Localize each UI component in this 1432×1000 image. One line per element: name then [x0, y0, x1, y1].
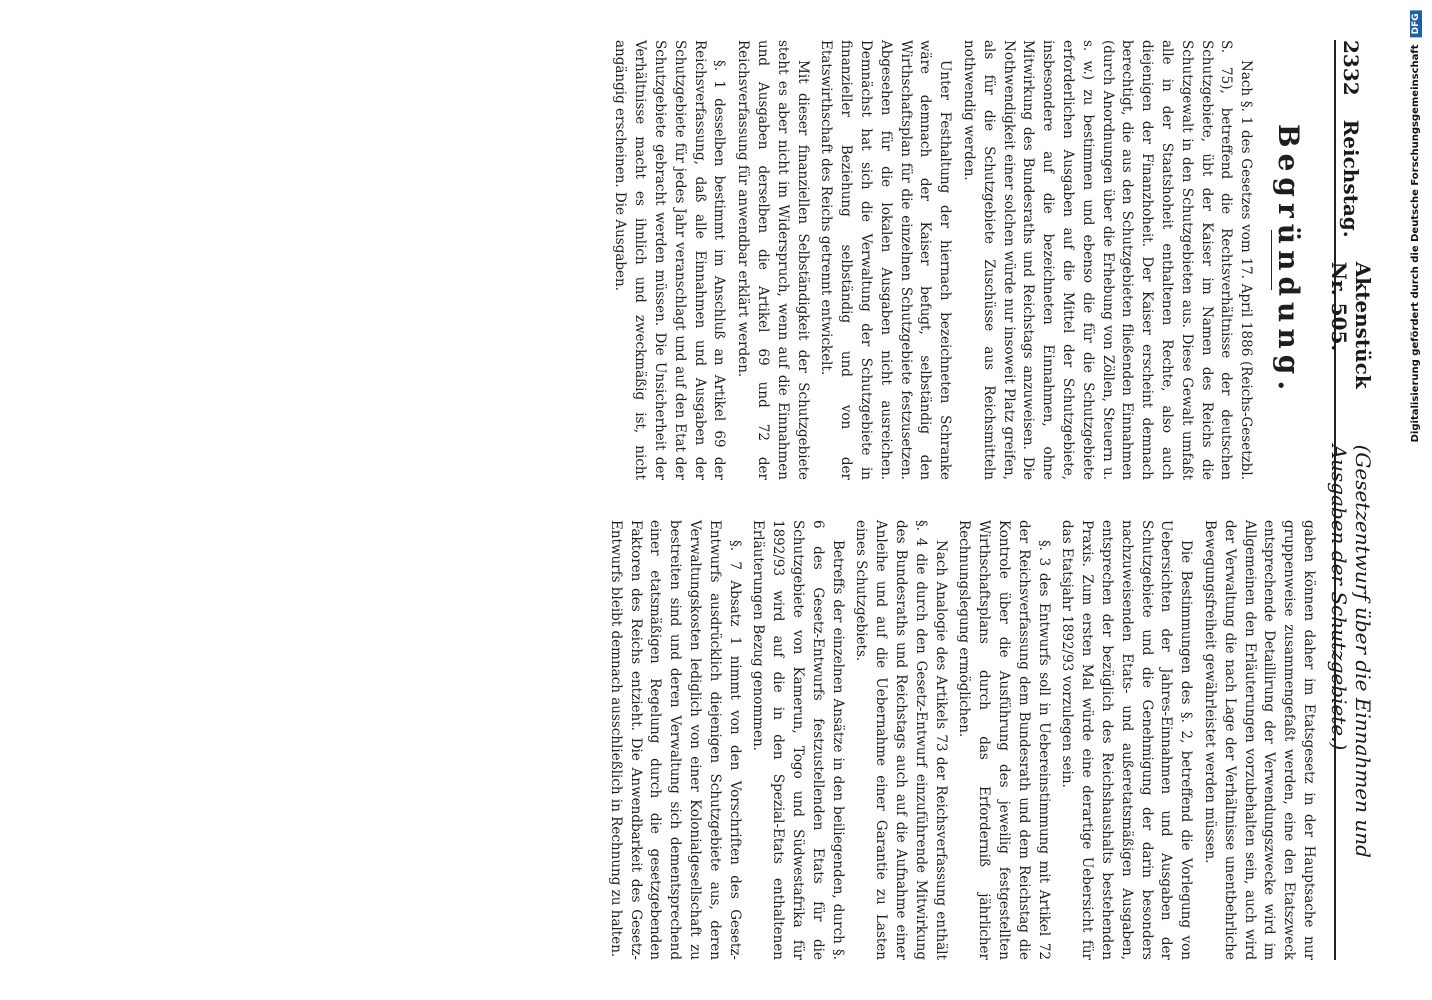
paragraph: §. 7 Absatz 1 nimmt von den Vorschriften des Gesetz-Entwurfs ausdrücklich diejenigen Schutzgebiete aus, deren Verwaltungskosten lediglich von einer Kolonialgesellschaft zu bestreiten sind und deren Verwaltung sich dementsprechend einer etatsmäßigen Regelung durch die gesetzgebenden Faktoren des Reichs entzieht. Die Anwendbarkeit des Gesetz-Entwurfs bleibt demnach ausschließlich in Rechnung zu halten. — [607, 520, 743, 960]
left-column — [606, 40, 1318, 480]
page-number: 2332 — [1339, 40, 1363, 96]
document-page — [16, 0, 1396, 1000]
dfg-logo: DFG — [1410, 10, 1422, 37]
paragraph: Mit dieser finanziellen Selbständigkeit der Schutzgebiete steht es aber nicht im Widerspruch, wenn auf die Einnahmen und Ausgaben derselben die Artikel 69 und 72 der Reichsverfassung für anwendbar erklärt werden. — [735, 40, 811, 480]
paragraph: §. 3 des Entwurfs soll in Uebereinstimmung mit Artikel 72 der Reichsverfassung dem Bundesrath und dem Reichstag die Kontrole über die Ausführung des jeweilig festgestellten Wirthschaftsplans durch das Erforderniß jährlicher Rechnungslegung ermöglichen. — [956, 520, 1052, 960]
page-header — [1327, 40, 1375, 960]
dfg-notice-text: Digitalisierung gefördert durch die Deutsche Forschungsgemeinschaft — [1410, 44, 1421, 443]
paragraph: Nach Analogie des Artikels 73 der Reichsverfassung enthält §. 4 die durch den Gesetz-Entwurf einzuführende Mitwirkung des Bundesraths und Reichstags auch auf die Aufnahme einer Anleihe und auf die Uebernahme einer Garantie zu Lasten eines Schutzgebiets. — [853, 520, 949, 960]
paragraph: Unter Festhaltung der hiernach bezeichneten Schranke wäre demnach der Kaiser befugt, selbständig den Wirthschaftsplan für die einzelnen Schutzgebiete festzusetzen. Abgesehen für die lokalen Ausgaben nicht ausreichen. Demnächst hat sich die Verwaltung der Schutzgebiete in finanzieller Beziehung selbständig und von der Etatswirthschaft des Reichs getrennt entwickelt. — [818, 40, 954, 480]
dfg-notice — [1402, 10, 1430, 1000]
paragraph: Die Bestimmungen des §. 2, betreffend die Vorlegung von Uebersichten der Jahres-Einnahmen und Ausgaben der Schutzgebiete und die Genehmigung der darin besonders nachzuweisenden Etats- und außeretatsmäßigen Ausgaben, entsprechen der bezüglich des Reichshaushalts bestehenden Praxis. Zum ersten Mal würde eine derartige Uebersicht für das Etatsjahr 1892/93 vorzulegen sein. — [1059, 520, 1195, 960]
publisher: Reichstag. — [1339, 119, 1363, 238]
paragraph: gaben können daher im Etatsgesetz in der Hauptsache nur gruppenweise zusammengefaßt werden, eine den Etatszweck entsprechende Detaillirung der Verwendungszwecke wird im Allgemeinen den Erläuterungen vorzubehalten sein, auch wird der Verwaltung die nach Lage der Verhältnisse unentbehrliche Bewegungsfreiheit gewährleistet werden müssen. — [1202, 520, 1317, 960]
paragraph: Nach §. 1 des Gesetzes vom 17. April 1886 (Reichs-Gesetzbl. S. 75), betreffend die Rechtsverhältnisse der deutschen Schutzgebiete, übt der Kaiser im Namen des Reichs die Schutzgewalt in den Schutzgebieten aus. Diese Gewalt umfaßt alle in der Staatshoheit enthaltenen Rechte, also auch diejenigen der Finanzhoheit. Der Kaiser erscheint demnach berechtigt, die aus den Schutzgebieten fließenden Einnahmen (durch Anordnungen über die Erhebung von Zöllen, Steuern u. s. w.) zu bestimmen und ebenso die für die Schutzgebiete erforderlichen Ausgaben auf die Mittel der Schutzgebiete, insbesondere auf die bezeichneten Einnahmen, ohne Mitwirkung des Bundesraths und Reichstags anzuweisen. Die Nothwendigkeit einer solchen würde nur insoweit Platz greifen, als für die Schutzgebiete Zuschüsse aus Reichsmitteln nothwendig werden. — [961, 40, 1255, 480]
document-number: Aktenstück Nr. 505. — [1327, 261, 1375, 389]
paragraph: §. 1 desselben bestimmt im Anschluß an Artikel 69 der Reichsverfassung, daß alle Einnahmen und Ausgaben der Schutzgebiete für jedes Jahr veranschlagt und auf den Etat der Schutzgebiete gebracht werden müssen. Die Unsicherheit der Verhältnisse macht es ihnlich und zweckmäßig ist, nicht angängig erscheinen. Die Ausgaben. — [612, 40, 728, 480]
right-column — [601, 520, 1318, 960]
paragraph: Betreffs der einzelnen Ansätze in den beiliegenden, durch §. 6 des Gesetz-Entwurfs festzustellenden Etats für die Schutzgebiete von Kamerun, Togo und Südwestafrika für 1892/93 wird auf die in den Spezial-Etats enthaltenen Erläuterungen Bezug genommen. — [750, 520, 846, 960]
dfg-text-wrap — [1410, 10, 1422, 442]
section-heading: Begründung. — [1272, 123, 1305, 397]
document-title: (Gesetzentwurf über die Einnahmen und Ausgaben der Schutzgebiete.) — [1327, 444, 1375, 858]
